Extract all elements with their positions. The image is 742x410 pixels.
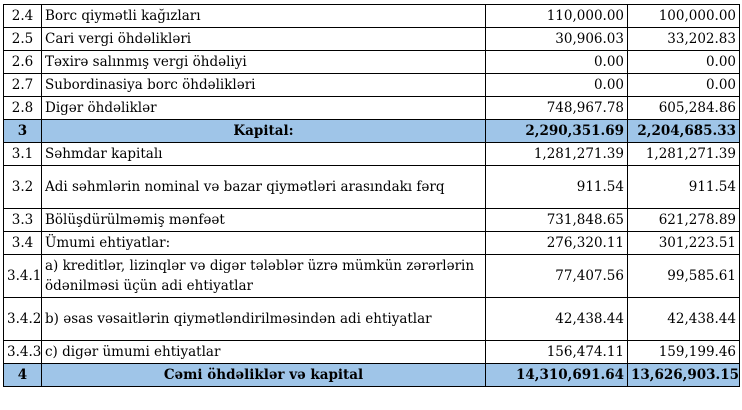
row-label: Bölüşdürülməmiş mənfəət [42, 209, 486, 232]
value-previous: 605,284.86 [628, 97, 740, 120]
value-previous: 301,223.51 [628, 232, 740, 255]
value-previous: 42,438.44 [628, 298, 740, 341]
row-label: Subordinasiya borc öhdəlikləri [42, 74, 486, 97]
value-current: 110,000.00 [486, 5, 628, 28]
row-label: c) digər ümumi ehtiyatlar [42, 341, 486, 364]
row-label: Cari vergi öhdəlikləri [42, 28, 486, 51]
table-row [4, 28, 740, 51]
table-row [4, 166, 740, 209]
row-number: 2.7 [4, 74, 42, 97]
value-current: 14,310,691.64 [486, 364, 628, 387]
table-row [4, 5, 740, 28]
row-number: 3.1 [4, 143, 42, 166]
row-number: 3.4.3 [4, 341, 42, 364]
value-current: 731,848.65 [486, 209, 628, 232]
table-row [4, 209, 740, 232]
table-body [4, 5, 740, 387]
value-current: 2,290,351.69 [486, 120, 628, 143]
row-number: 2.4 [4, 5, 42, 28]
row-number: 4 [4, 364, 42, 387]
table-row [4, 341, 740, 364]
row-label: Səhmdar kapitalı [42, 143, 486, 166]
value-previous: 13,626,903.15 [628, 364, 740, 387]
row-number: 3 [4, 120, 42, 143]
row-label: Adi səhmlərin nominal və bazar qiymətləri arasındakı fərq [42, 166, 486, 209]
balance-sheet-table [3, 4, 740, 387]
value-previous: 159,199.46 [628, 341, 740, 364]
table-row [4, 51, 740, 74]
value-previous: 100,000.00 [628, 5, 740, 28]
row-number: 3.4.2 [4, 298, 42, 341]
row-label: b) əsas vəsaitlərin qiymətləndirilməsindən adi ehtiyatlar [42, 298, 486, 341]
row-label: Digər öhdəliklər [42, 97, 486, 120]
value-previous: 99,585.61 [628, 255, 740, 298]
row-number: 3.3 [4, 209, 42, 232]
table-row [4, 143, 740, 166]
value-previous: 33,202.83 [628, 28, 740, 51]
value-current: 77,407.56 [486, 255, 628, 298]
row-label: Kapital: [42, 120, 486, 143]
value-current: 0.00 [486, 74, 628, 97]
row-label: Ümumi ehtiyatlar: [42, 232, 486, 255]
table-row [4, 255, 740, 298]
value-previous: 0.00 [628, 74, 740, 97]
table-row [4, 232, 740, 255]
value-current: 156,474.11 [486, 341, 628, 364]
row-number: 2.5 [4, 28, 42, 51]
value-current: 276,320.11 [486, 232, 628, 255]
value-previous: 1,281,271.39 [628, 143, 740, 166]
row-label: Təxirə salınmış vergi öhdəliyi [42, 51, 486, 74]
value-previous: 0.00 [628, 51, 740, 74]
value-previous: 2,204,685.33 [628, 120, 740, 143]
value-current: 42,438.44 [486, 298, 628, 341]
row-label: Borc qiymətli kağızları [42, 5, 486, 28]
row-number: 2.8 [4, 97, 42, 120]
value-previous: 621,278.89 [628, 209, 740, 232]
row-number: 3.2 [4, 166, 42, 209]
table-row [4, 97, 740, 120]
row-label: Cəmi öhdəliklər və kapital [42, 364, 486, 387]
row-number: 3.4.1 [4, 255, 42, 298]
row-label: a) kreditlər, lizinqlər və digər tələblər üzrə mümkün zərərlərin ödənilməsi üçün adi ehtiyatlar [42, 255, 486, 298]
value-current: 30,906.03 [486, 28, 628, 51]
table-row [4, 298, 740, 341]
value-current: 1,281,271.39 [486, 143, 628, 166]
value-previous: 911.54 [628, 166, 740, 209]
value-current: 748,967.78 [486, 97, 628, 120]
row-number: 2.6 [4, 51, 42, 74]
value-current: 911.54 [486, 166, 628, 209]
table-row-total [4, 364, 740, 387]
value-current: 0.00 [486, 51, 628, 74]
table-row [4, 74, 740, 97]
table-row-total [4, 120, 740, 143]
row-number: 3.4 [4, 232, 42, 255]
